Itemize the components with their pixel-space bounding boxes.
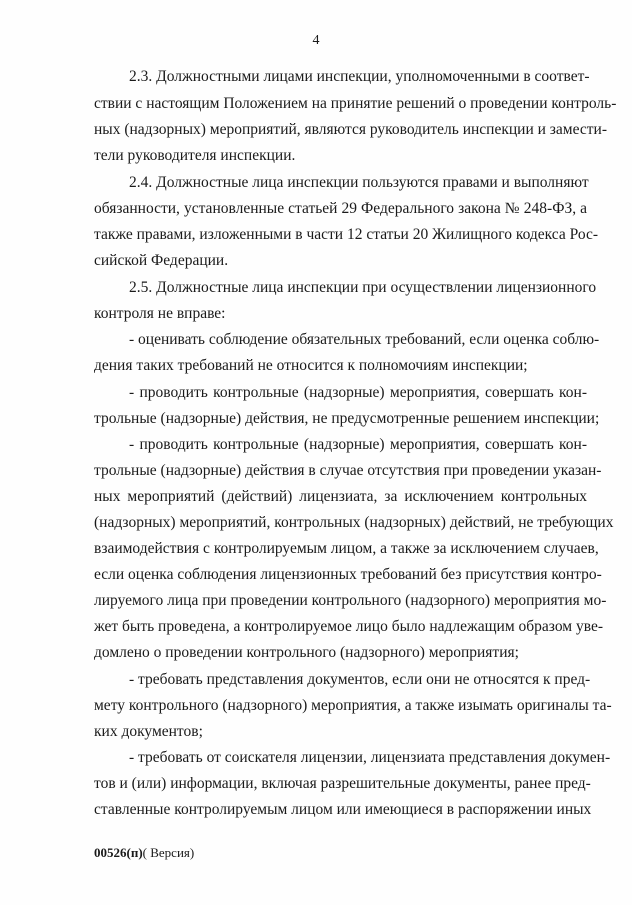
text-line: - оценивать соблюдение обязательных требований, если оценка соблю- xyxy=(129,331,600,348)
text-line: взаимодействия с контролируемым лицом, а также за исключением случаев, xyxy=(94,540,599,557)
document-footer xyxy=(94,845,194,861)
text-line: 2.4. Должностные лица инспекции пользуются правами и выполняют xyxy=(129,174,589,191)
text-line: контроля не вправе: xyxy=(94,305,226,322)
text-line: ных мероприятий (действий) лицензиата, за исключением контрольных xyxy=(94,488,587,505)
text-line: трольные (надзорные) действия, не предусмотренные решением инспекции; xyxy=(94,410,600,427)
text-line: 2.3. Должностными лицами инспекции, уполномоченными в соответ- xyxy=(129,68,590,85)
text-line: жет быть проведена, а контролируемое лицо было надлежащим образом уве- xyxy=(94,618,603,635)
text-line: - проводить контрольные (надзорные) мероприятия, совершать кон- xyxy=(129,436,587,453)
text-line: мету контрольного (надзорного) мероприятия, а также изымать оригиналы та- xyxy=(94,697,612,714)
text-line: обязанности, установленные статьей 29 Федерального закона № 248-ФЗ, а xyxy=(94,200,587,217)
text-line: ствии с настоящим Положением на принятие решений о проведении контроль- xyxy=(94,95,617,112)
text-line: трольные (надзорные) действия в случае отсутствия при проведении указан- xyxy=(94,462,602,479)
text-line: дения таких требований не относится к полномочиям инспекции; xyxy=(94,357,528,374)
text-line: домлено о проведении контрольного (надзорного) мероприятия; xyxy=(94,644,519,661)
text-line: ставленные контролируемым лицом или имеющиеся в распоряжении иных xyxy=(94,801,592,818)
text-line: - требовать представления документов, если они не относятся к пред- xyxy=(129,671,591,688)
page-number: 4 xyxy=(312,33,320,48)
document-version: ( Версия) xyxy=(142,845,195,860)
text-line: тели руководителя инспекции. xyxy=(94,147,296,164)
text-line: лируемого лица при проведении контрольного (надзорного) мероприятия мо- xyxy=(94,592,607,609)
text-line: если оценка соблюдения лицензионных требований без присутствия контро- xyxy=(94,566,602,583)
document-code: 00526(п) xyxy=(94,845,143,860)
text-line: - проводить контрольные (надзорные) мероприятия, совершать кон- xyxy=(129,384,587,401)
text-line: сийской Федерации. xyxy=(94,252,229,269)
text-line: 2.5. Должностные лица инспекции при осуществлении лицензионного xyxy=(129,279,597,296)
text-line: ких документов; xyxy=(94,723,203,740)
text-line: - требовать от соискателя лицензии, лицензиата представления докумен- xyxy=(129,749,611,766)
text-line: ных (надзорных) мероприятий, являются руководитель инспекции и замести- xyxy=(94,121,607,138)
text-line: (надзорных) мероприятий, контрольных (надзорных) действий, не требующих xyxy=(94,514,614,531)
text-line: также правами, изложенными в части 12 статьи 20 Жилищного кодекса Рос- xyxy=(94,226,599,243)
text-line: тов и (или) информации, включая разрешительные документы, ранее пред- xyxy=(94,775,591,792)
